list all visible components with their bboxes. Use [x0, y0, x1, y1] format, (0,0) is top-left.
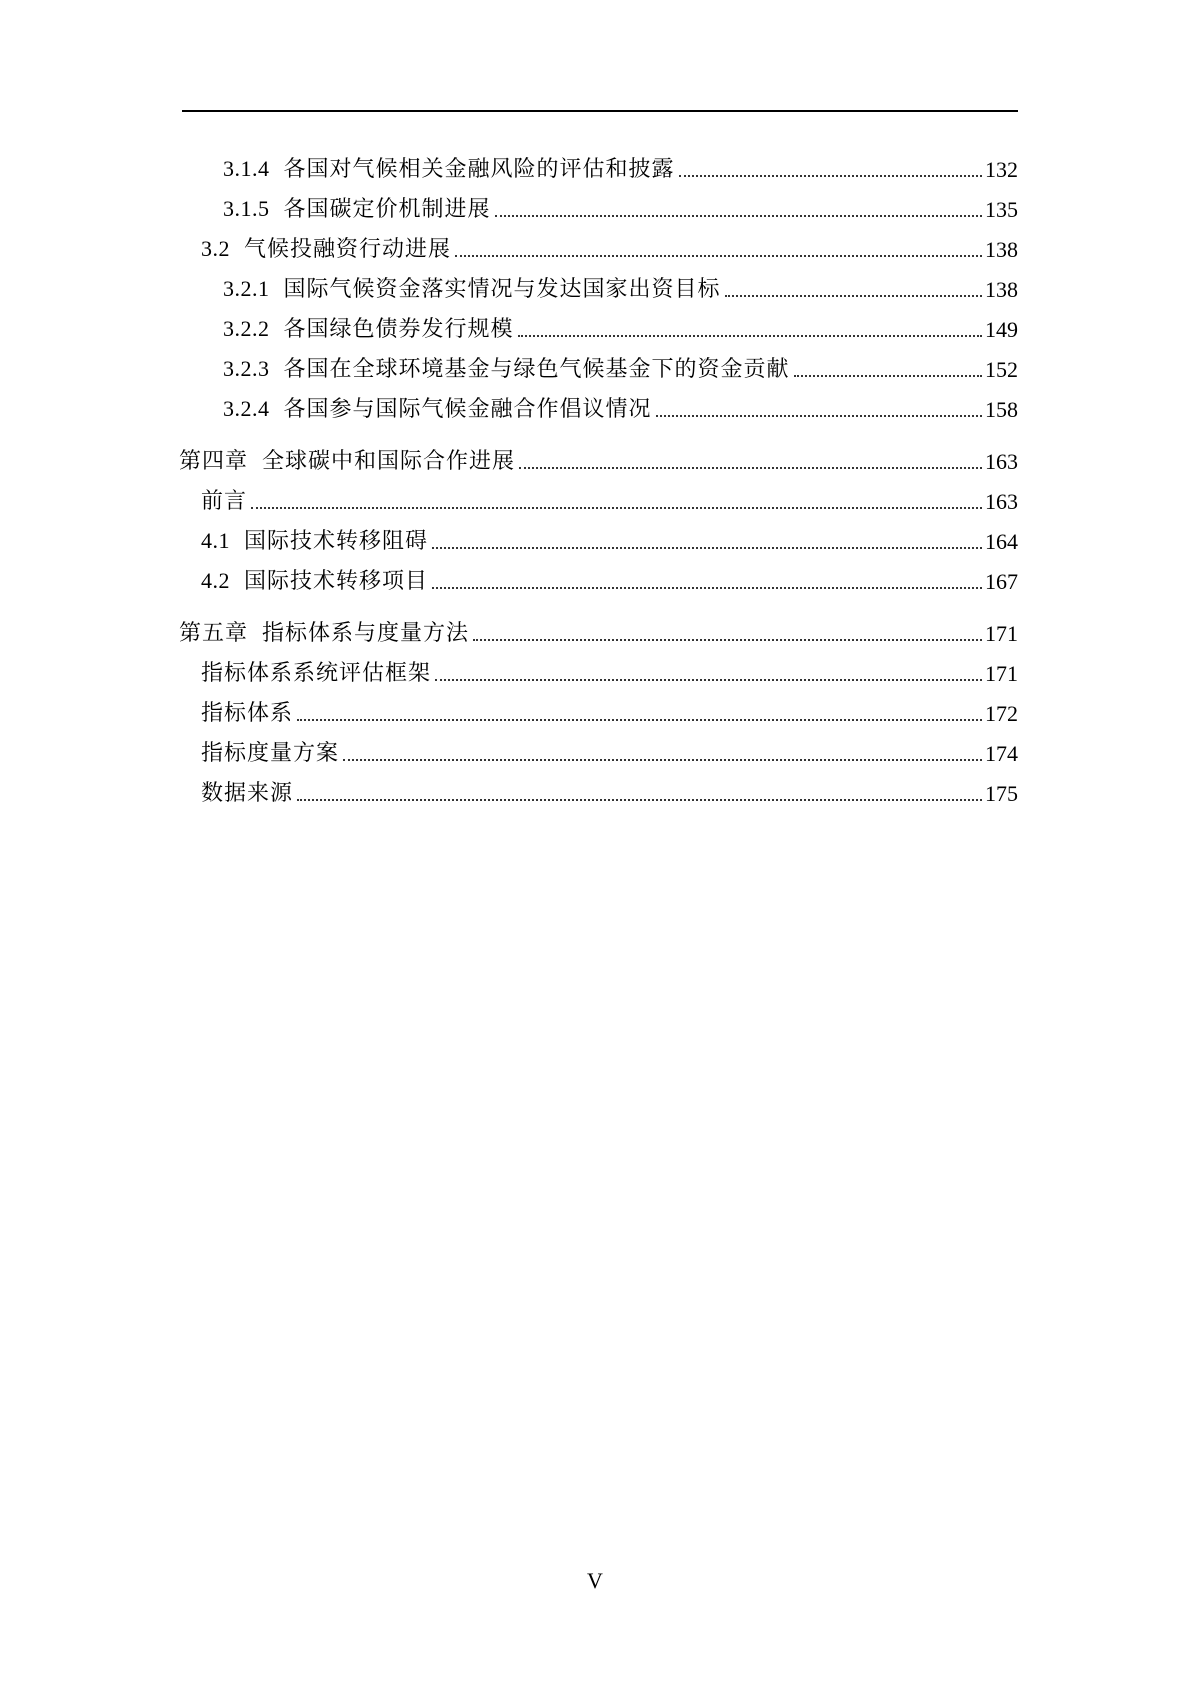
- dot-leader: [519, 467, 982, 469]
- toc-entry-number: 第五章: [179, 621, 249, 646]
- toc-entry-page: 172: [985, 701, 1018, 726]
- dot-leader: [251, 507, 982, 509]
- toc-entry-page: 164: [985, 529, 1018, 554]
- toc-entry-title: 各国碳定价机制进展: [283, 197, 491, 222]
- toc-entry-number: 3.2.2: [223, 316, 270, 341]
- toc-entry-title: 国际技术转移阻碍: [244, 529, 429, 554]
- toc-entry-page: 138: [985, 237, 1018, 262]
- toc-entry-page: 163: [985, 449, 1018, 474]
- dot-leader: [473, 639, 982, 641]
- dot-leader: [455, 255, 982, 257]
- dot-leader: [297, 719, 982, 721]
- toc-entry-3-2-2[interactable]: [223, 313, 1018, 345]
- toc-entry-page: 163: [985, 489, 1018, 514]
- toc-entry-chapter-5[interactable]: [179, 617, 1018, 649]
- toc-entry-3-2-1[interactable]: [223, 273, 1018, 305]
- toc-entry-number: 3.2: [201, 236, 230, 261]
- toc-entry-page: 174: [985, 741, 1018, 766]
- toc-entry-number: 4.1: [201, 528, 230, 553]
- toc-entry-3-1-4[interactable]: [223, 153, 1018, 185]
- toc-entry-title: 气候投融资行动进展: [244, 237, 452, 262]
- toc-entry-4-1[interactable]: [201, 525, 1018, 557]
- toc-entry-title: 各国在全球环境基金与绿色气候基金下的资金贡献: [283, 357, 790, 382]
- dot-leader: [297, 799, 982, 801]
- dot-leader: [656, 415, 982, 417]
- toc-entry-number: 第四章: [179, 449, 249, 474]
- toc-entry-page: 138: [985, 277, 1018, 302]
- toc-entry-page: 171: [985, 621, 1018, 646]
- toc-entry-title: 指标度量方案: [201, 741, 340, 766]
- dot-leader: [343, 759, 982, 761]
- toc-entry-page: 171: [985, 661, 1018, 686]
- toc-entry-page: 152: [985, 357, 1018, 382]
- dot-leader: [495, 215, 982, 217]
- dot-leader: [518, 335, 982, 337]
- toc-entry-page: 149: [985, 317, 1018, 342]
- toc-entry-title: 国际技术转移项目: [244, 569, 429, 594]
- toc-entry-number: 3.1.5: [223, 196, 270, 221]
- toc-entry-number: 3.2.1: [223, 276, 270, 301]
- dot-leader: [432, 587, 982, 589]
- toc-entry-title: 各国绿色债券发行规模: [283, 317, 514, 342]
- toc-entry-page: 175: [985, 781, 1018, 806]
- toc-entry-page: 167: [985, 569, 1018, 594]
- toc-entry-page: 135: [985, 197, 1018, 222]
- toc-entry-3-2-3[interactable]: [223, 353, 1018, 385]
- toc-entry-indicator-framework[interactable]: [201, 657, 1018, 689]
- toc-entry-title: 数据来源: [201, 781, 294, 806]
- dot-leader: [435, 679, 982, 681]
- toc-entry-page: 158: [985, 397, 1018, 422]
- header-rule: [182, 110, 1018, 112]
- toc-entry-indicator-system[interactable]: [201, 697, 1018, 729]
- dot-leader: [794, 375, 982, 377]
- toc-entry-title: 指标体系系统评估框架: [201, 661, 432, 686]
- toc-entry-page: 132: [985, 157, 1018, 182]
- toc-entry-number: 3.2.3: [223, 356, 270, 381]
- toc-entry-number: 4.2: [201, 568, 230, 593]
- dot-leader: [679, 175, 982, 177]
- toc-entry-chapter-4[interactable]: [179, 445, 1018, 477]
- toc-entry-title: 全球碳中和国际合作进展: [262, 449, 516, 474]
- toc-entry-title: 各国对气候相关金融风险的评估和披露: [283, 157, 675, 182]
- toc-entry-title: 国际气候资金落实情况与发达国家出资目标: [283, 277, 721, 302]
- toc-entry-data-sources[interactable]: [201, 777, 1018, 809]
- toc-entry-3-2[interactable]: [201, 233, 1018, 265]
- toc-entry-4-2[interactable]: [201, 565, 1018, 597]
- toc-entry-title: 指标体系: [201, 701, 294, 726]
- toc-entry-title: 前言: [201, 489, 248, 514]
- toc-entry-title: 各国参与国际气候金融合作倡议情况: [283, 397, 652, 422]
- toc-entry-3-2-4[interactable]: [223, 393, 1018, 425]
- toc-entry-title: 指标体系与度量方法: [262, 621, 470, 646]
- toc-entry-number: 3.1.4: [223, 156, 270, 181]
- toc-entry-number: 3.2.4: [223, 396, 270, 421]
- toc-entry-measurement-scheme[interactable]: [201, 737, 1018, 769]
- toc-entry-3-1-5[interactable]: [223, 193, 1018, 225]
- dot-leader: [725, 295, 982, 297]
- dot-leader: [432, 547, 982, 549]
- page-number: V: [587, 1568, 603, 1593]
- toc-entry-preface[interactable]: [201, 485, 1018, 517]
